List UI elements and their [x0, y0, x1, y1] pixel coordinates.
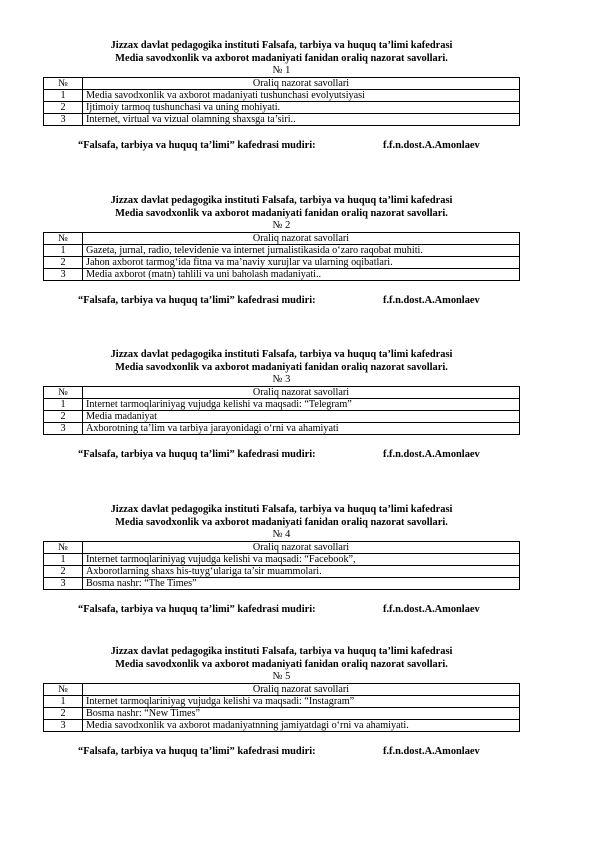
signature-line: [43, 746, 520, 758]
ticket-3: [43, 348, 520, 461]
table-header-row: [44, 542, 520, 554]
table-header-row: [44, 233, 520, 245]
table-row: [44, 257, 520, 269]
col-title-header: Oraliq nazorat savollari: [83, 542, 520, 554]
question-text: Media savodxonlik va axborot madaniyatnning jamiyatdagi o‘rni va ahamiyati.: [83, 720, 520, 732]
ticket-header-line1: Jizzax davlat pedagogika instituti Falsafa, tarbiya va huquq ta’limi kafedrasi: [110, 40, 453, 51]
row-number: 3: [44, 269, 83, 281]
signature-name: f.f.n.dost.A.Amonlaev: [383, 449, 480, 460]
question-text: Internet tarmoqlariniyag vujudga kelishi va maqsadi: “Telegram”: [83, 399, 520, 411]
ticket-header-line2: Media savodxonlik va axborot madaniyati fanidan oraliq nazorat savollari.: [115, 517, 448, 528]
signature-title: “Falsafa, tarbiya va huquq ta’limi” kafedrasi mudiri:: [78, 746, 316, 757]
question-text: Bosma nashr: “The Times”: [83, 578, 520, 590]
table-header-row: [44, 78, 520, 90]
table-row: [44, 578, 520, 590]
questions-table: [43, 77, 520, 126]
col-title-header: Oraliq nazorat savollari: [83, 78, 520, 90]
row-number: 2: [44, 566, 83, 578]
ticket-header-line1: Jizzax davlat pedagogika instituti Falsafa, tarbiya va huquq ta’limi kafedrasi: [110, 195, 453, 206]
table-row: [44, 720, 520, 732]
ticket-number: № 5: [272, 671, 291, 682]
ticket-header-line1: Jizzax davlat pedagogika instituti Falsafa, tarbiya va huquq ta’limi kafedrasi: [110, 504, 453, 515]
table-row: [44, 114, 520, 126]
row-number: 3: [44, 423, 83, 435]
signature-name: f.f.n.dost.A.Amonlaev: [383, 295, 480, 306]
questions-table: [43, 541, 520, 590]
signature-title: “Falsafa, tarbiya va huquq ta’limi” kafedrasi mudiri:: [78, 140, 316, 151]
ticket-number: № 3: [272, 374, 291, 385]
table-row: [44, 399, 520, 411]
row-number: 2: [44, 102, 83, 114]
row-number: 2: [44, 708, 83, 720]
row-number: 1: [44, 399, 83, 411]
signature-name: f.f.n.dost.A.Amonlaev: [383, 140, 480, 151]
questions-table: [43, 386, 520, 435]
row-number: 3: [44, 578, 83, 590]
question-text: Media madaniyat: [83, 411, 520, 423]
col-num-header: №: [44, 684, 83, 696]
table-row: [44, 423, 520, 435]
col-title-header: Oraliq nazorat savollari: [83, 684, 520, 696]
question-text: Internet tarmoqlariniyag vujudga kelishi va maqsadi: “Facebook”,: [83, 554, 520, 566]
question-text: Jahon axborot tarmog‘ida fitna va ma’naviy xurujlar va ularning oqibatlari.: [83, 257, 520, 269]
ticket-2: [43, 194, 520, 307]
col-num-header: №: [44, 542, 83, 554]
ticket-4: [43, 503, 520, 616]
ticket-header-line2: Media savodxonlik va axborot madaniyati fanidan oraliq nazorat savollari.: [115, 362, 448, 373]
col-num-header: №: [44, 387, 83, 399]
table-row: [44, 245, 520, 257]
ticket-number: № 1: [272, 65, 291, 76]
ticket-5: [43, 645, 520, 758]
questions-table: [43, 683, 520, 732]
question-text: Gazeta, jurnal, radio, televidenie va internet jurnalistikasida o‘zaro raqobat muhiti.: [83, 245, 520, 257]
row-number: 2: [44, 257, 83, 269]
table-row: [44, 102, 520, 114]
col-title-header: Oraliq nazorat savollari: [83, 233, 520, 245]
ticket-header-line2: Media savodxonlik va axborot madaniyati fanidan oraliq nazorat savollari.: [115, 208, 448, 219]
signature-title: “Falsafa, tarbiya va huquq ta’limi” kafedrasi mudiri:: [78, 449, 316, 460]
row-number: 1: [44, 245, 83, 257]
ticket-header-line1: Jizzax davlat pedagogika instituti Falsafa, tarbiya va huquq ta’limi kafedrasi: [110, 349, 453, 360]
question-text: Axborotlarning shaxs his-tuyg‘ulariga ta’sir muammolari.: [83, 566, 520, 578]
row-number: 1: [44, 90, 83, 102]
table-row: [44, 708, 520, 720]
signature-line: [43, 295, 520, 307]
row-number: 1: [44, 554, 83, 566]
signature-line: [43, 140, 520, 152]
table-header-row: [44, 387, 520, 399]
signature-name: f.f.n.dost.A.Amonlaev: [383, 746, 480, 757]
ticket-header-line1: Jizzax davlat pedagogika instituti Falsafa, tarbiya va huquq ta’limi kafedrasi: [110, 646, 453, 657]
signature-line: [43, 604, 520, 616]
table-row: [44, 696, 520, 708]
question-text: Internet, virtual va vizual olamning shaxsga ta’siri..: [83, 114, 520, 126]
row-number: 3: [44, 114, 83, 126]
ticket-number: № 2: [272, 220, 291, 231]
col-title-header: Oraliq nazorat savollari: [83, 387, 520, 399]
table-row: [44, 554, 520, 566]
table-row: [44, 566, 520, 578]
row-number: 3: [44, 720, 83, 732]
question-text: Media savodxonlik va axborot madaniyati tushunchasi evolyutsiyasi: [83, 90, 520, 102]
ticket-1: [43, 39, 520, 152]
signature-title: “Falsafa, tarbiya va huquq ta’limi” kafedrasi mudiri:: [78, 604, 316, 615]
signature-name: f.f.n.dost.A.Amonlaev: [383, 604, 480, 615]
signature-title: “Falsafa, tarbiya va huquq ta’limi” kafedrasi mudiri:: [78, 295, 316, 306]
signature-line: [43, 449, 520, 461]
table-row: [44, 411, 520, 423]
col-num-header: №: [44, 78, 83, 90]
table-row: [44, 90, 520, 102]
question-text: Axborotning ta’lim va tarbiya jarayonidagi o‘rni va ahamiyati: [83, 423, 520, 435]
ticket-header-line2: Media savodxonlik va axborot madaniyati fanidan oraliq nazorat savollari.: [115, 53, 448, 64]
question-text: Internet tarmoqlariniyag vujudga kelishi va maqsadi: “Instagram”: [83, 696, 520, 708]
row-number: 1: [44, 696, 83, 708]
questions-table: [43, 232, 520, 281]
table-header-row: [44, 684, 520, 696]
ticket-header-line2: Media savodxonlik va axborot madaniyati fanidan oraliq nazorat savollari.: [115, 659, 448, 670]
question-text: Ijtimoiy tarmoq tushunchasi va uning mohiyati.: [83, 102, 520, 114]
col-num-header: №: [44, 233, 83, 245]
ticket-number: № 4: [272, 529, 291, 540]
row-number: 2: [44, 411, 83, 423]
question-text: Media axborot (matn) tahlili va uni baholash madaniyati..: [83, 269, 520, 281]
table-row: [44, 269, 520, 281]
question-text: Bosma nashr: “New Times”: [83, 708, 520, 720]
